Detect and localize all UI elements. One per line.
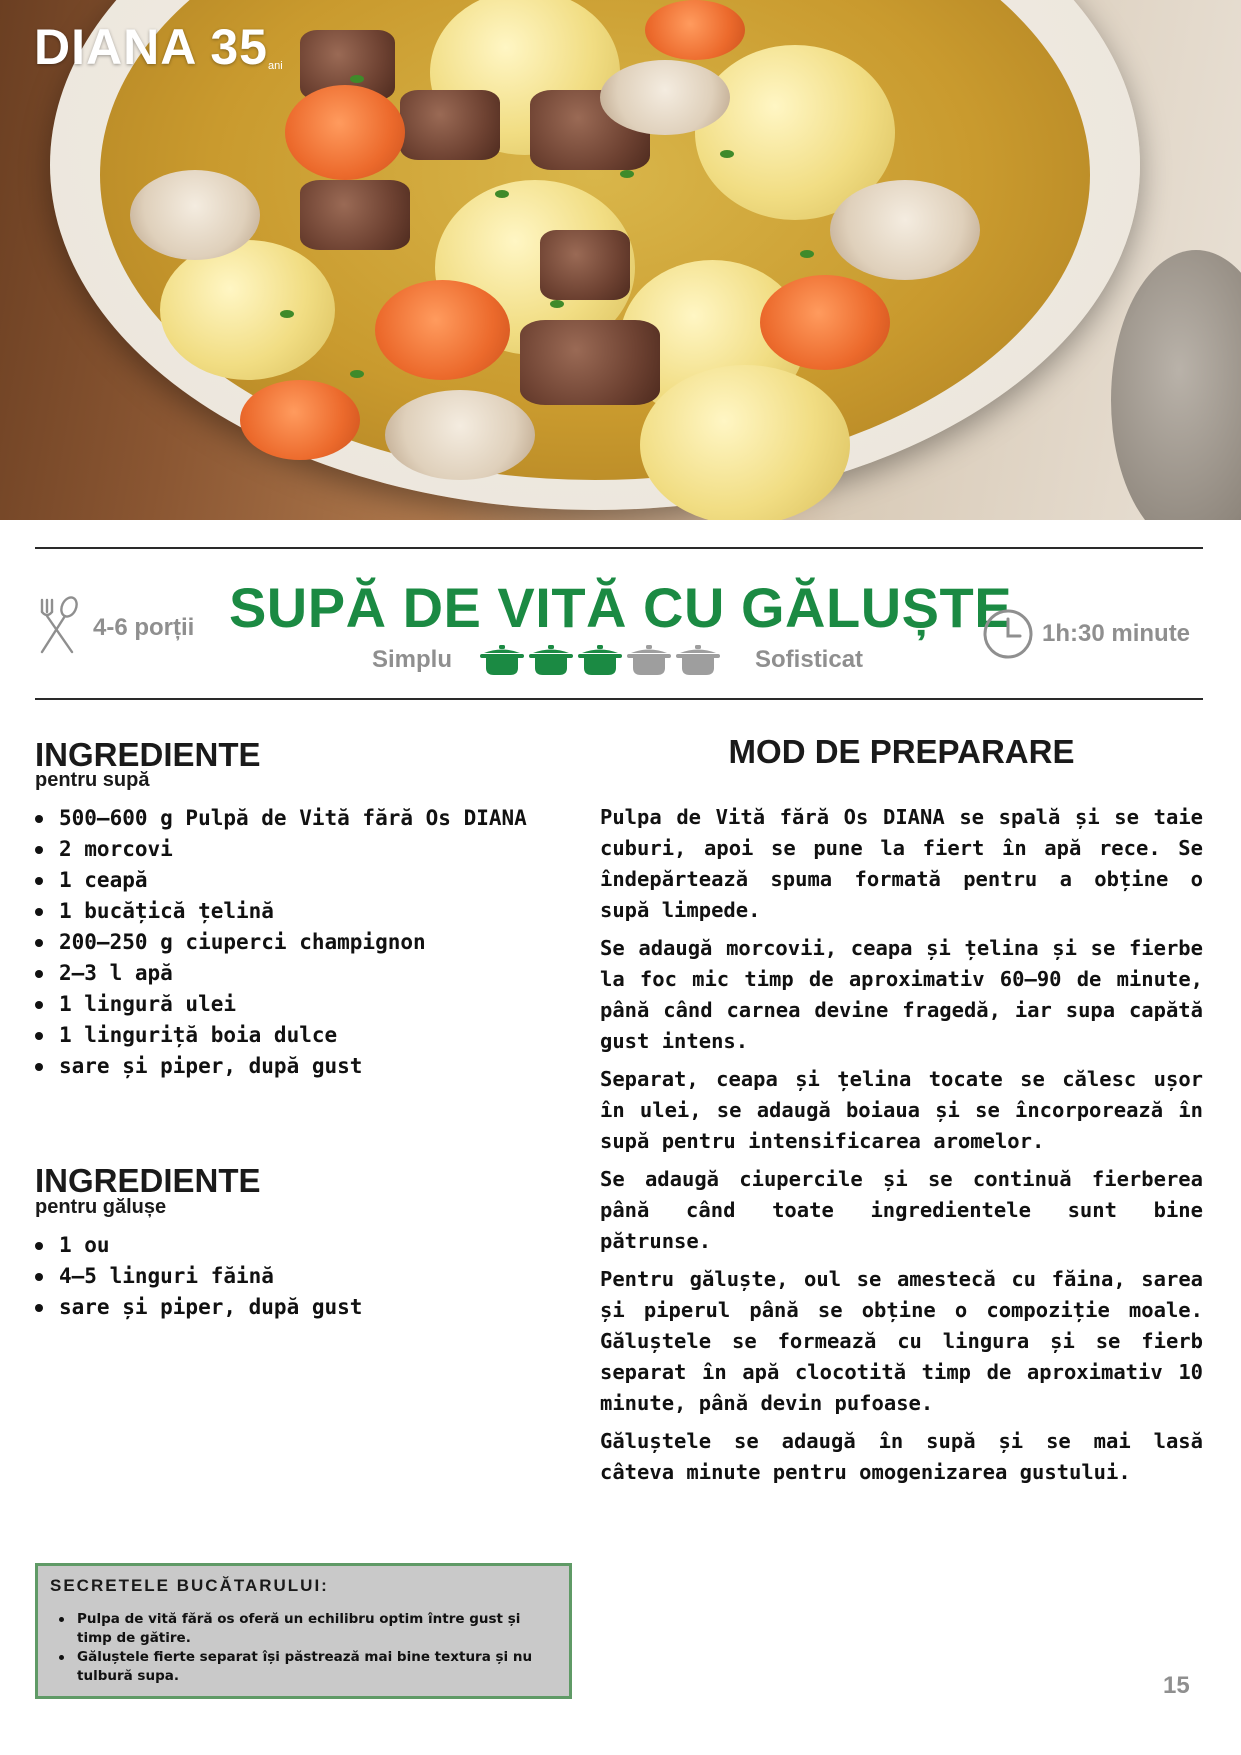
ingredients-soup-subheading: pentru supă [35, 769, 150, 791]
mushroom-slice-image [385, 390, 535, 480]
pot-icon-filled [578, 644, 622, 676]
dumpling-image [640, 365, 850, 520]
top-divider [35, 547, 1203, 549]
pot-icon-empty [676, 644, 720, 676]
chef-secrets-box [35, 1563, 572, 1699]
preparation-step: Se adaugă morcovii, ceapa și țelina și se fierbe la foc mic timp de aproximativ 60–90 de minute, până când carnea devine fragedă, iar supa capătă gust intens. [600, 936, 1203, 1053]
carrot-slice-image [240, 380, 360, 460]
page-number: 15 [1163, 1672, 1190, 1699]
ingredients-soup-list [35, 803, 527, 1082]
hero-photo [0, 0, 1241, 520]
bottom-divider [35, 698, 1203, 700]
ingredients-dumplings-subheading: pentru gălușe [35, 1196, 167, 1218]
ingredient-item: 1 ou [35, 1230, 362, 1261]
preparation-steps [600, 802, 1203, 1495]
carrot-slice-image [760, 275, 890, 370]
servings-label: 4-6 porții [93, 614, 195, 641]
chef-secret-item: Găluștele fierte separat își păstrează mai bine textura și nu tulbură supa. [50, 1648, 557, 1686]
ingredients-soup-heading: INGREDIENTE [35, 736, 261, 773]
brand-logo: DIANA 35 [34, 19, 268, 75]
chef-secrets-list [50, 1610, 557, 1686]
ingredient-item: 2 morcovi [35, 834, 527, 865]
brand-logo-sub: ani [268, 60, 283, 72]
preparation-step: Găluștele se adaugă în supă și se mai lasă câteva minute pentru omogenizarea gustului. [600, 1429, 1203, 1484]
pot-icon-filled [480, 644, 524, 676]
pot-icon-filled [529, 644, 573, 676]
spoon-image [1111, 250, 1241, 520]
preparation-heading: MOD DE PREPARARE [728, 733, 1075, 770]
beef-chunk-image [300, 180, 410, 250]
beef-chunk-image [400, 90, 500, 160]
carrot-slice-image [375, 280, 510, 380]
preparation-step: Se adaugă ciupercile și se continuă fierberea până când toate ingredientele sunt bine pătrunse. [600, 1167, 1203, 1253]
ingredient-item: 1 linguriță boia dulce [35, 1020, 527, 1051]
ingredient-item: 500–600 g Pulpă de Vită fără Os DIANA [35, 803, 527, 834]
beef-chunk-image [540, 230, 630, 300]
ingredient-item: 1 bucățică țelină [35, 896, 527, 927]
preparation-step: Separat, ceapa și țelina tocate se călesc ușor în ulei, se adaugă boiaua și se încorporează în supă pentru intensificarea aromelor. [600, 1067, 1203, 1153]
ingredient-item: 2–3 l apă [35, 958, 527, 989]
chef-secret-item: Pulpa de vită fără os oferă un echilibru optim între gust și timp de gătire. [50, 1610, 557, 1648]
beef-chunk-image [520, 320, 660, 405]
ingredients-dumplings-heading: INGREDIENTE [35, 1162, 261, 1199]
ingredient-item: 4–5 linguri făină [35, 1261, 362, 1292]
duration-label: 1h:30 minute [1042, 620, 1191, 647]
carrot-slice-image [285, 85, 405, 180]
difficulty-scale [372, 642, 863, 678]
pot-icon-empty [627, 644, 671, 676]
difficulty-pots [480, 644, 725, 676]
difficulty-max-label: Sofisticat [755, 646, 864, 673]
difficulty-min-label: Simplu [372, 646, 453, 673]
clock-icon [982, 608, 1034, 660]
preparation-step: Pulpa de Vită fără Os DIANA se spală și se taie cuburi, apoi se pune la fiert în apă rece. Se îndepărtează spuma formată pentru a obține o supă limpede. [600, 805, 1203, 922]
ingredient-item: sare și piper, după gust [35, 1051, 527, 1082]
carrot-slice-image [645, 0, 745, 60]
recipe-title: SUPĂ DE VITĂ CU GĂLUȘTE [228, 576, 1013, 639]
mushroom-slice-image [830, 180, 980, 280]
mushroom-slice-image [600, 60, 730, 135]
preparation-step: Pentru găluște, oul se amestecă cu făina, sarea și piperul până se obține o compoziție moale. Găluștele se formează cu lingura și se fierb separat în apă clocotită timp de aproximativ 10 minute, până devin pufoase. [600, 1267, 1203, 1415]
ingredient-item: sare și piper, după gust [35, 1292, 362, 1323]
ingredient-item: 1 ceapă [35, 865, 527, 896]
ingredients-dumplings-list [35, 1230, 362, 1323]
mushroom-slice-image [130, 170, 260, 260]
dumpling-image [160, 240, 335, 380]
chef-secrets-title: SECRETELE BUCĂTARULUI: [50, 1576, 329, 1595]
ingredient-item: 1 lingură ulei [35, 989, 527, 1020]
ingredient-item: 200–250 g ciuperci champignon [35, 927, 527, 958]
